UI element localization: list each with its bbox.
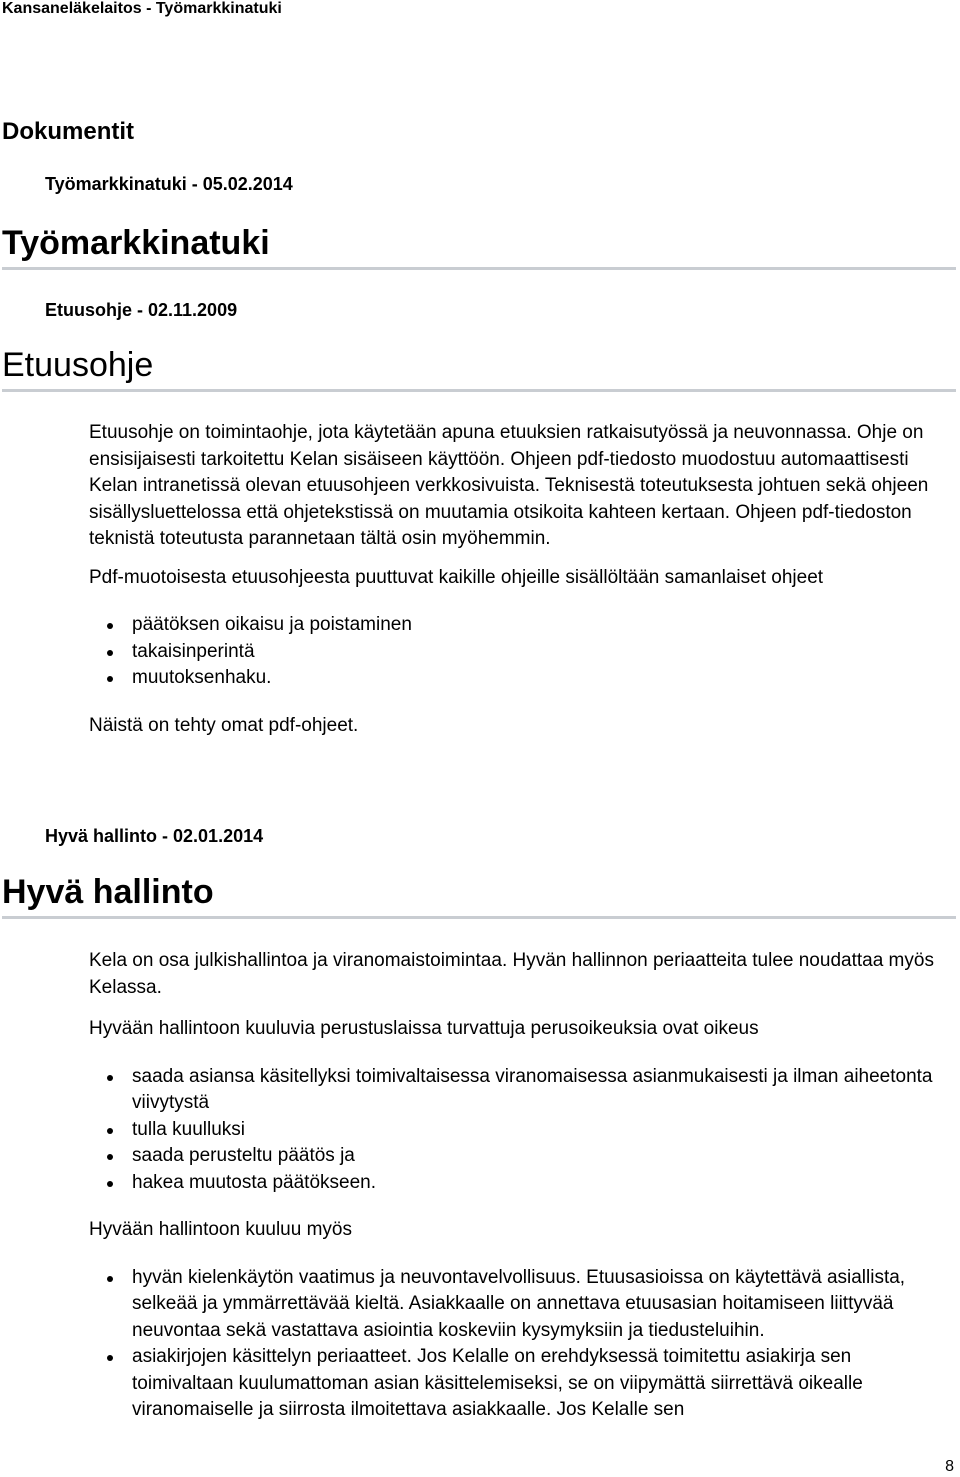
hyva-hallinto-content xyxy=(89,948,940,1424)
hyva-hallinto-heading: Hyvä hallinto xyxy=(2,873,956,919)
list-item: saada asiansa käsitellyksi toimivaltaisessa viranomaisessa asianmukaisesti ja ilman aiheetonta viivytystä xyxy=(132,1064,940,1117)
list-item: takaisinperintä xyxy=(132,639,940,666)
hyva-hallinto-date-label: Hyvä hallinto - 02.01.2014 xyxy=(45,826,264,846)
hyva-hallinto-also-list xyxy=(89,1265,940,1424)
list-item: päätöksen oikaisu ja poistaminen xyxy=(132,612,940,639)
hyva-hallinto-rights-list xyxy=(89,1064,940,1197)
etuusohje-paragraph-1: Etuusohje on toimintaohje, jota käytetään apuna etuuksien ratkaisutyössä ja neuvonnassa. Ohje on ensisijaisesti tarkoitettu Kelan sisäiseen käyttöön. Ohjeen pdf-tiedosto muodostuu automaattisesti Kelan intranetissä olevan etuusohjeen verkkosivuista. Teknisestä toteutuksesta johtuen sekä ohjeen sisällysluettelossa että ohjetekstissä on muutamia otsikoita kahteen kertaan. Ohjeen pdf-tiedoston teknistä toteutusta parannetaan tältä osin myöhemmin. xyxy=(89,422,929,549)
tyomarkkinatuki-date-label: Työmarkkinatuki - 05.02.2014 xyxy=(45,174,293,194)
etuusohje-paragraph-3: Näistä on tehty omat pdf-ohjeet. xyxy=(89,714,359,736)
hyva-hallinto-paragraph-1: Kela on osa julkishallintoa ja viranomaistoimintaa. Hyvän hallinnon periaatteita tulee noudattaa myös Kelassa. xyxy=(89,950,934,998)
etuusohje-content xyxy=(89,420,940,739)
page-number: 8 xyxy=(945,1458,954,1475)
list-item: hyvän kielenkäytön vaatimus ja neuvontavelvollisuus. Etuusasioissa on käytettävä asiallista, selkeää ja ymmärrettävää kieltä. Asiakkaalle on annettava etuusasian hoitamiseen liittyvää neuvontaa sekä vastattava asiointia koskeviin kysymyksiin ja tiedusteluihin. xyxy=(132,1265,940,1345)
list-item: tulla kuulluksi xyxy=(132,1117,940,1144)
hyva-hallinto-paragraph-3: Hyvään hallintoon kuuluu myös xyxy=(89,1219,352,1240)
etuusohje-list xyxy=(89,612,940,692)
list-item: hakea muutosta päätökseen. xyxy=(132,1170,940,1197)
hyva-hallinto-paragraph-2: Hyvään hallintoon kuuluvia perustuslaissa turvattuja perusoikeuksia ovat oikeus xyxy=(89,1018,759,1039)
list-item: asiakirjojen käsittelyn periaatteet. Jos Kelalle on erehdyksessä toimitettu asiakirja sen toimivaltaan kuulumattoman asian käsittelemiseksi, se on viipymättä siirrettävä oikealle viranomaiselle ja siirrosta ilmoitettava asiakkaalle. Jos Kelalle sen xyxy=(132,1344,940,1424)
tyomarkkinatuki-heading: Työmarkkinatuki xyxy=(2,224,956,270)
list-item: muutoksenhaku. xyxy=(132,665,940,692)
etuusohje-heading: Etuusohje xyxy=(2,346,956,392)
page-header-title: Kansaneläkelaitos - Työmarkkinatuki xyxy=(2,0,282,17)
documents-title: Dokumentit xyxy=(2,118,134,145)
etuusohje-paragraph-2: Pdf-muotoisesta etuusohjeesta puuttuvat kaikille ohjeille sisällöltään samanlaiset ohjeet xyxy=(89,566,824,588)
list-item: saada perusteltu päätös ja xyxy=(132,1143,940,1170)
etuusohje-date-label: Etuusohje - 02.11.2009 xyxy=(45,300,238,320)
